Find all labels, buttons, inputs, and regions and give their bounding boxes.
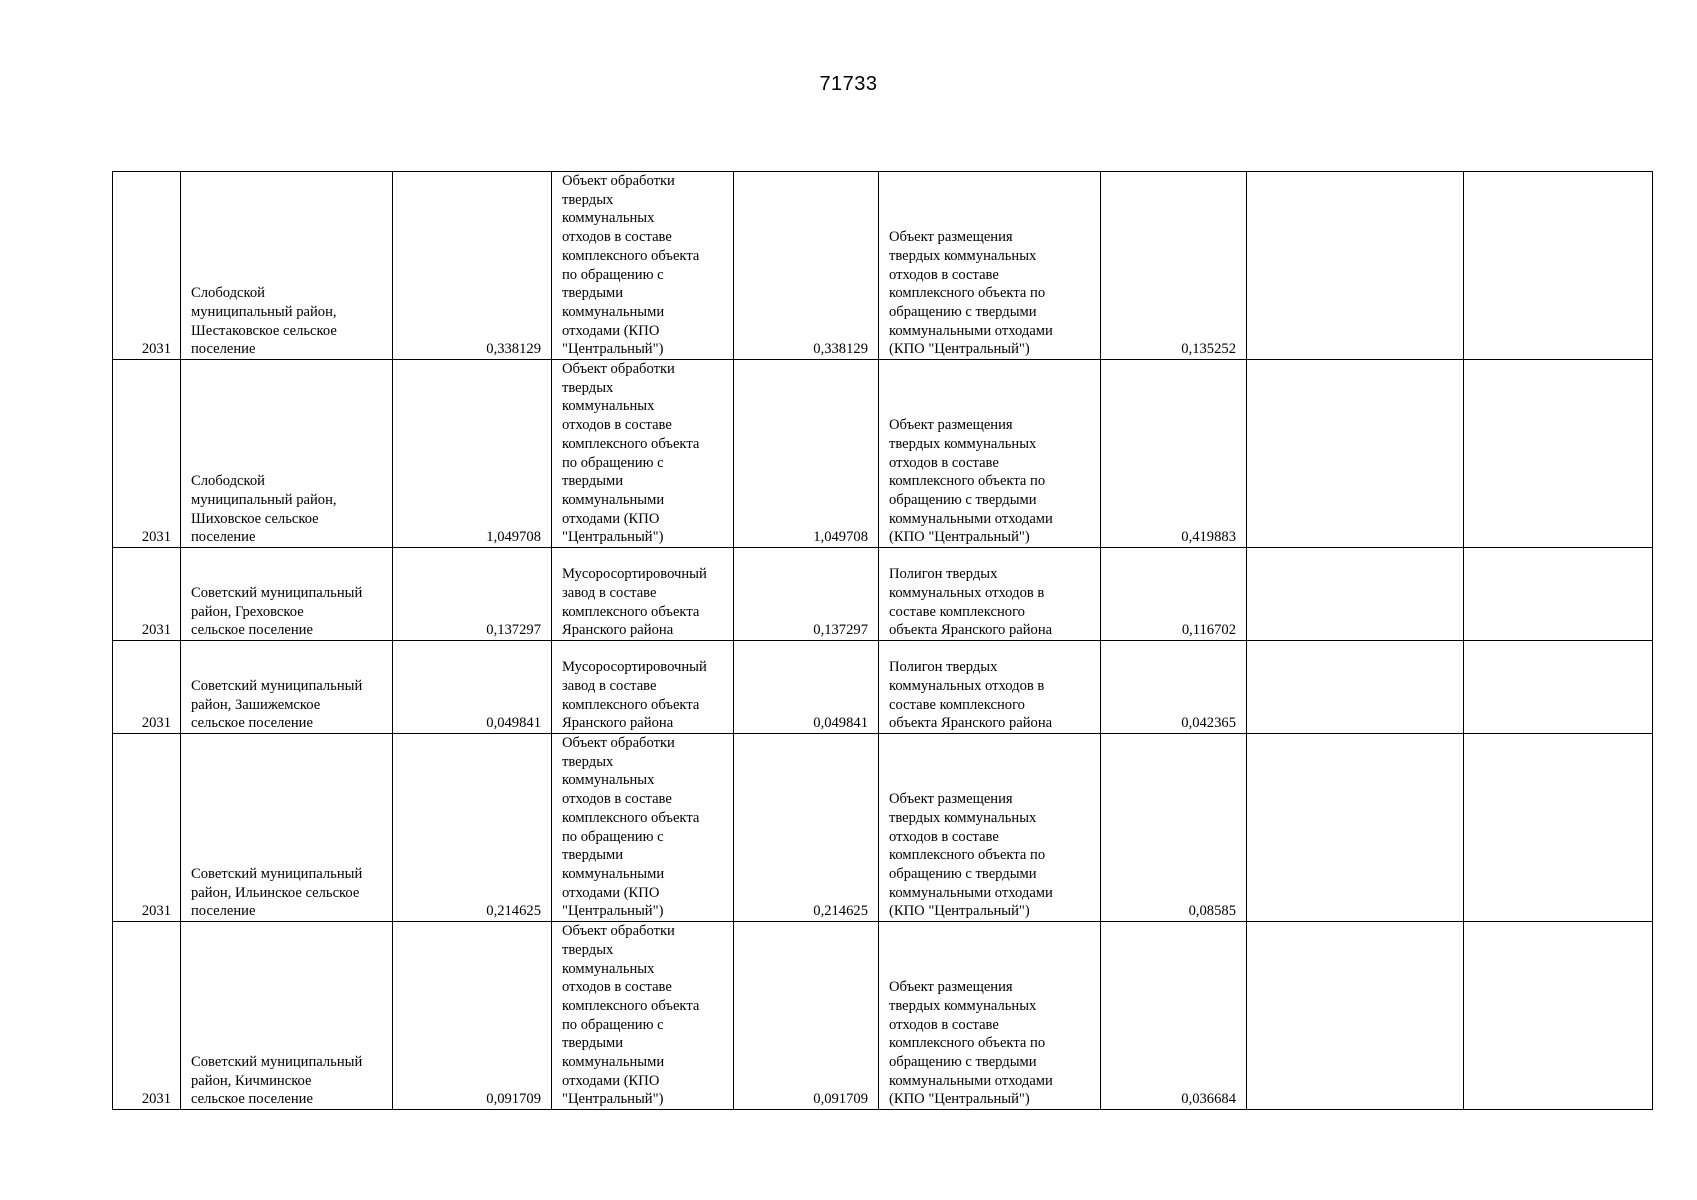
municipality-cell: Советский муниципальный район, Кичминское сельское поселение <box>181 922 393 1110</box>
table-row <box>113 922 1653 1110</box>
volume-cell: 0,091709 <box>393 922 552 1110</box>
disposed-volume-cell: 0,036684 <box>1101 922 1247 1110</box>
empty-cell <box>1464 548 1653 641</box>
year-cell: 2031 <box>113 734 181 922</box>
volume-cell: 0,338129 <box>393 172 552 360</box>
table-row <box>113 172 1653 360</box>
volume-cell: 0,214625 <box>393 734 552 922</box>
processed-volume-cell: 0,049841 <box>734 641 879 734</box>
municipality-cell: Слободской муниципальный район, Шестаковское сельское поселение <box>181 172 393 360</box>
processing-facility-cell: Объект обработки твердых коммунальных отходов в составе комплексного объекта по обращению с твердыми коммунальными отходами (КПО "Центральный") <box>552 922 734 1110</box>
volume-cell: 0,137297 <box>393 548 552 641</box>
processed-volume-cell: 0,214625 <box>734 734 879 922</box>
municipality-cell: Советский муниципальный район, Греховское сельское поселение <box>181 548 393 641</box>
table-row <box>113 548 1653 641</box>
disposed-volume-cell: 0,042365 <box>1101 641 1247 734</box>
year-cell: 2031 <box>113 548 181 641</box>
empty-cell <box>1464 734 1653 922</box>
disposed-volume-cell: 0,135252 <box>1101 172 1247 360</box>
municipality-cell: Советский муниципальный район, Зашижемское сельское поселение <box>181 641 393 734</box>
municipality-cell: Советский муниципальный район, Ильинское сельское поселение <box>181 734 393 922</box>
disposal-facility-cell: Объект размещения твердых коммунальных отходов в составе комплексного объекта по обращению с твердыми коммунальными отходами (КПО "Центральный") <box>879 922 1101 1110</box>
disposal-facility-cell: Полигон твердых коммунальных отходов в составе комплексного объекта Яранского района <box>879 641 1101 734</box>
table-body <box>113 172 1653 1110</box>
empty-cell <box>1247 734 1464 922</box>
year-cell: 2031 <box>113 360 181 548</box>
empty-cell <box>1247 548 1464 641</box>
processing-facility-cell: Объект обработки твердых коммунальных отходов в составе комплексного объекта по обращению с твердыми коммунальными отходами (КПО "Центральный") <box>552 734 734 922</box>
disposed-volume-cell: 0,419883 <box>1101 360 1247 548</box>
processing-facility-cell: Объект обработки твердых коммунальных отходов в составе комплексного объекта по обращению с твердыми коммунальными отходами (КПО "Центральный") <box>552 172 734 360</box>
empty-cell <box>1247 360 1464 548</box>
waste-flow-table <box>112 171 1653 1110</box>
empty-cell <box>1464 922 1653 1110</box>
disposal-facility-cell: Объект размещения твердых коммунальных отходов в составе комплексного объекта по обращению с твердыми коммунальными отходами (КПО "Центральный") <box>879 172 1101 360</box>
table-row <box>113 641 1653 734</box>
volume-cell: 1,049708 <box>393 360 552 548</box>
year-cell: 2031 <box>113 922 181 1110</box>
processed-volume-cell: 0,137297 <box>734 548 879 641</box>
table-row <box>113 360 1653 548</box>
disposed-volume-cell: 0,116702 <box>1101 548 1247 641</box>
disposal-facility-cell: Полигон твердых коммунальных отходов в составе комплексного объекта Яранского района <box>879 548 1101 641</box>
page-number: 71733 <box>819 73 878 95</box>
municipality-cell: Слободской муниципальный район, Шиховское сельское поселение <box>181 360 393 548</box>
empty-cell <box>1464 360 1653 548</box>
processing-facility-cell: Мусоросортировочный завод в составе комплексного объекта Яранского района <box>552 548 734 641</box>
disposed-volume-cell: 0,08585 <box>1101 734 1247 922</box>
empty-cell <box>1247 641 1464 734</box>
disposal-facility-cell: Объект размещения твердых коммунальных отходов в составе комплексного объекта по обращению с твердыми коммунальными отходами (КПО "Центральный") <box>879 734 1101 922</box>
empty-cell <box>1247 922 1464 1110</box>
year-cell: 2031 <box>113 641 181 734</box>
empty-cell <box>1464 172 1653 360</box>
processed-volume-cell: 0,091709 <box>734 922 879 1110</box>
processing-facility-cell: Объект обработки твердых коммунальных отходов в составе комплексного объекта по обращению с твердыми коммунальными отходами (КПО "Центральный") <box>552 360 734 548</box>
table-row <box>113 734 1653 922</box>
processing-facility-cell: Мусоросортировочный завод в составе комплексного объекта Яранского района <box>552 641 734 734</box>
processed-volume-cell: 0,338129 <box>734 172 879 360</box>
volume-cell: 0,049841 <box>393 641 552 734</box>
empty-cell <box>1247 172 1464 360</box>
year-cell: 2031 <box>113 172 181 360</box>
empty-cell <box>1464 641 1653 734</box>
processed-volume-cell: 1,049708 <box>734 360 879 548</box>
disposal-facility-cell: Объект размещения твердых коммунальных отходов в составе комплексного объекта по обращению с твердыми коммунальными отходами (КПО "Центральный") <box>879 360 1101 548</box>
